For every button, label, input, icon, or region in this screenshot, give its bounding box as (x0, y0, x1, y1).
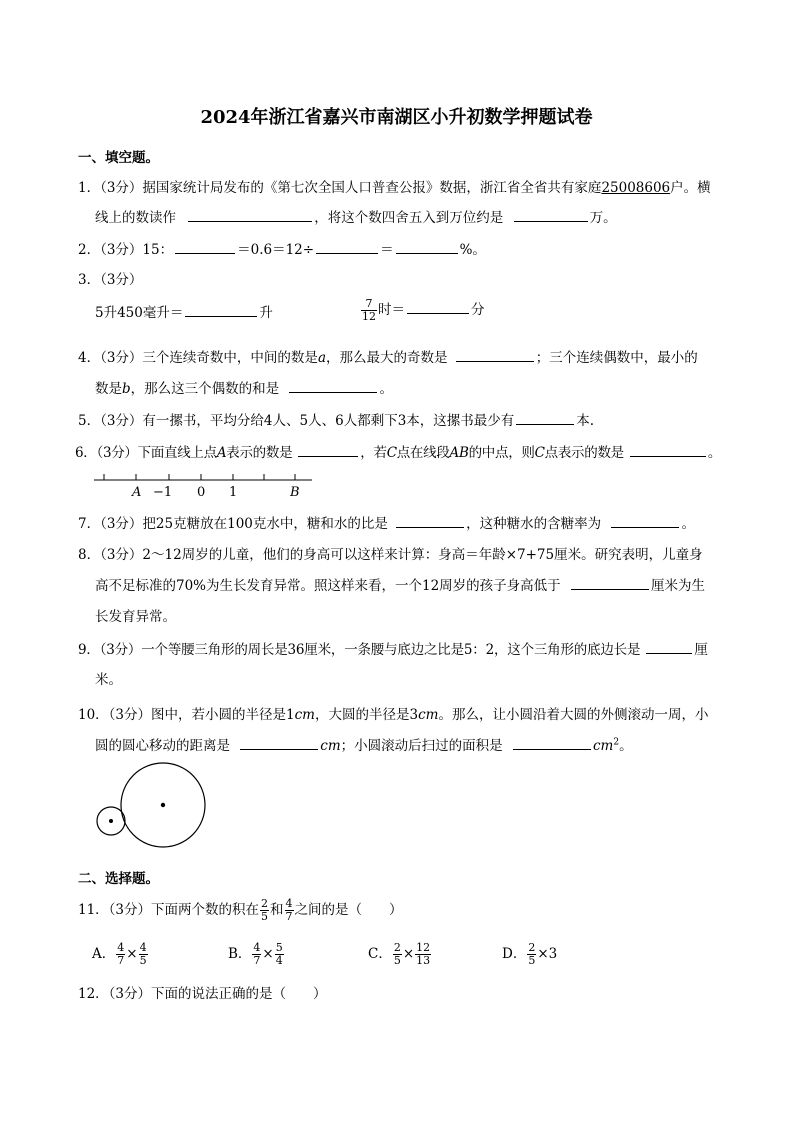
q10-text-4: 圆的圆心移动的距离是 (95, 738, 230, 754)
question-11 (78, 898, 403, 923)
option-b-label: B． (228, 946, 252, 962)
q9-text-2: 厘 (694, 642, 708, 658)
q4-text-6: 。 (379, 381, 393, 397)
q6-blank-1[interactable] (298, 442, 358, 457)
q4-text-1: 4．（3分）三个连续奇数中，中间的数是 (78, 350, 318, 366)
question-8-line-3: 长发育异常。 (95, 609, 176, 625)
option-a-d2: 5 (139, 954, 147, 967)
q3-fraction (361, 298, 377, 323)
q1-round-blank[interactable] (514, 207, 588, 222)
option-b-d1: 7 (253, 954, 261, 967)
section-heading-choice: 二、选择题。 (78, 871, 159, 887)
option-c[interactable] (368, 942, 432, 967)
label-0: 0 (197, 485, 206, 500)
q5-text: 5．（3分）有一摞书，平均分给4人、5人、6人都剩下3本，这摞书最少有 (78, 413, 515, 429)
q7-blank-2[interactable] (611, 513, 679, 528)
option-a[interactable] (92, 942, 149, 967)
q11-fraction-1 (260, 898, 269, 923)
exam-title: 2024年浙江省嘉兴市南湖区小升初数学押题试卷 (200, 107, 593, 128)
question-10-line-1 (78, 703, 708, 723)
option-b-n1: 4 (253, 941, 261, 954)
q3-blank-2[interactable] (407, 299, 469, 314)
q1-text: 1．（3分）据国家统计局发布的《第七次全国人口普查公报》数据，浙江省全省共有家庭 (78, 180, 602, 196)
section-heading-fill-in: 一、填空题。 (78, 150, 159, 166)
option-c-d2: 13 (416, 954, 431, 967)
option-d-op: × (537, 946, 549, 962)
q11-text-3: 之间的是（ ） (294, 902, 403, 918)
option-c-d1: 5 (393, 954, 401, 967)
q4-text-5: ，那么这三个偶数的和是 (130, 381, 280, 397)
option-a-n2: 4 (139, 941, 147, 954)
q6-text-7: 。 (707, 445, 722, 461)
question-6 (75, 441, 721, 461)
option-c-n1: 2 (393, 941, 401, 954)
q2-text-3: ＝ (380, 242, 394, 258)
question-3: 3．（3分） (78, 272, 143, 288)
option-c-n2: 12 (416, 941, 431, 954)
q10-unit-cm-3: cm (320, 738, 341, 754)
label-b: B (290, 485, 300, 500)
q1-unit: 万。 (589, 210, 617, 226)
question-2 (78, 238, 486, 258)
q3-part-1 (95, 301, 273, 321)
question-5 (78, 409, 594, 429)
q6-text-6: 点表示的数是 (544, 445, 624, 461)
q1-read-text: 线上的数读作 (95, 210, 176, 226)
option-b-d2: 4 (275, 954, 283, 967)
label-a: A (132, 485, 142, 500)
option-d-frac-1 (527, 942, 536, 967)
question-1-line-1 (78, 176, 711, 196)
option-d-d1: 5 (528, 954, 536, 967)
q7-text-3: 。 (681, 516, 695, 532)
q10-text-2: ，大圆的半径是3 (314, 707, 419, 723)
q1-round-text: ，将这个数四舍五入到万位约是 (314, 210, 504, 226)
q10-blank-1[interactable] (240, 735, 318, 750)
q2-blank-1[interactable] (175, 239, 235, 254)
q6-text-5: 的中点，则 (468, 445, 535, 461)
q4-blank-2[interactable] (289, 378, 377, 393)
q8-blank[interactable] (571, 575, 649, 590)
number-line-figure (90, 466, 320, 500)
q3-part-2 (360, 298, 485, 323)
q2-text-2: ＝0.6＝12÷ (237, 242, 315, 258)
small-circle-center (109, 819, 113, 823)
q4-text-4: 数是 (95, 381, 122, 397)
option-d-tail: 3 (548, 946, 558, 962)
large-circle-center (161, 803, 165, 807)
q6-blank-2[interactable] (630, 442, 706, 457)
option-d[interactable] (502, 942, 557, 967)
q6-var-c2: C (534, 445, 545, 461)
question-8-line-2 (95, 574, 705, 594)
option-c-label: C． (368, 946, 392, 962)
q11-frac2-num: 4 (285, 897, 293, 910)
option-b[interactable] (228, 942, 285, 967)
circles-figure (90, 760, 215, 850)
q10-superscript: 2 (613, 737, 620, 748)
q6-text-3: ，若 (360, 445, 387, 461)
option-a-frac-2 (139, 942, 148, 967)
q2-blank-3[interactable] (396, 239, 458, 254)
q10-text-5: ；小圆滚动后扫过的面积是 (340, 738, 503, 754)
q5-unit: 本. (576, 413, 595, 429)
option-a-frac-1 (116, 942, 125, 967)
question-12: 12．（3分）下面的说法正确的是（ ） (78, 986, 327, 1002)
option-a-label: A． (92, 946, 116, 962)
q10-unit-cm-4: cm (592, 738, 614, 754)
option-b-frac-2 (275, 942, 284, 967)
option-c-frac-1 (393, 942, 402, 967)
q1-text-tail: 户。横 (670, 180, 711, 196)
q2-blank-2[interactable] (316, 239, 378, 254)
q10-text-1: 10．（3分）图中，若小圆的半径是1 (78, 707, 295, 723)
question-4-line-1 (78, 346, 698, 366)
q11-text-2: 和 (270, 902, 284, 918)
q6-var-ab: AB (449, 445, 469, 461)
q7-text-1: 7．（3分）把25克糖放在100克水中，糖和水的比是 (78, 516, 388, 532)
q3-unit-2: 分 (471, 302, 485, 318)
option-a-d1: 7 (117, 954, 125, 967)
question-10-line-2 (95, 734, 633, 754)
q1-number: 25008606 (601, 180, 671, 196)
q8-text-1: 高不足标准的70%为生长发育异常。照这样来看，一个12周岁的孩子身高低于 (95, 578, 561, 594)
q8-text-2: 厘米为生 (650, 578, 705, 594)
q2-text: 2．（3分）15： (78, 242, 174, 258)
q11-frac2-den: 7 (285, 910, 293, 923)
question-7 (78, 512, 695, 532)
q3-text-1: 5升450毫升＝ (95, 305, 184, 321)
option-b-n2: 5 (275, 941, 283, 954)
option-d-label: D． (502, 946, 527, 962)
q11-frac1-num: 2 (261, 897, 269, 910)
q9-text-1: 9．（3分）一个等腰三角形的周长是36厘米，一条腰与底边之比是5：2，这个三角形的底边长是 (78, 642, 641, 658)
question-8-line-1: 8．（3分）2～12周岁的儿童，他们的身高可以这样来计算：身高＝年龄×7+75厘米。研究表明，儿童身 (78, 547, 703, 563)
q11-text-1: 11．（3分）下面两个数的积在 (78, 902, 260, 918)
question-4-line-2 (95, 377, 393, 397)
q11-fraction-2 (285, 898, 294, 923)
q9-blank[interactable] (646, 639, 692, 654)
q3-fraction-den: 12 (362, 310, 376, 323)
label-neg-1: −1 (153, 485, 173, 500)
option-a-op: × (126, 946, 138, 962)
q4-var-b: b (122, 381, 131, 397)
q2-text-4: %。 (459, 242, 486, 258)
q3-blank-1[interactable] (185, 302, 257, 317)
option-a-n1: 4 (117, 941, 125, 954)
option-c-frac-2 (415, 942, 431, 967)
q10-unit-cm: cm (294, 707, 315, 723)
q6-var-c: C (386, 445, 397, 461)
q6-text-4: 点在线段 (396, 445, 450, 461)
q6-text-1: 6．（3分）下面直线上点 (75, 445, 217, 461)
q1-read-blank[interactable] (188, 207, 312, 222)
q10-text-3: 。那么，让小圆沿着大圆的外侧滚动一周，小 (438, 707, 709, 723)
q4-var-a: a (317, 350, 326, 366)
q10-unit-cm-2: cm (418, 707, 439, 723)
q4-blank-1[interactable] (456, 347, 534, 362)
q3-text-2: 时＝ (378, 302, 405, 318)
q3-fraction-num: 7 (361, 298, 377, 311)
question-9-line-1 (78, 638, 708, 658)
question-9-line-2: 米。 (95, 672, 122, 688)
q10-text-6: 。 (619, 738, 633, 754)
q4-text-2: ，那么最大的奇数是 (326, 350, 448, 366)
q10-blank-2[interactable] (513, 735, 591, 750)
q7-blank-1[interactable] (396, 513, 464, 528)
q4-text-3: ；三个连续偶数中，最小的 (535, 350, 698, 366)
option-c-op: × (402, 946, 415, 962)
question-1-line-2 (95, 206, 617, 226)
label-1: 1 (229, 485, 238, 500)
q7-text-2: ，这种糖水的含糖率为 (466, 516, 602, 532)
q11-frac1-den: 5 (261, 910, 269, 923)
q6-text-2: 表示的数是 (226, 445, 293, 461)
q5-blank[interactable] (516, 410, 574, 425)
option-d-n1: 2 (528, 941, 536, 954)
option-b-op: × (262, 946, 274, 962)
q6-var-a: A (216, 445, 227, 461)
option-b-frac-1 (252, 942, 261, 967)
q3-unit-1: 升 (259, 305, 273, 321)
